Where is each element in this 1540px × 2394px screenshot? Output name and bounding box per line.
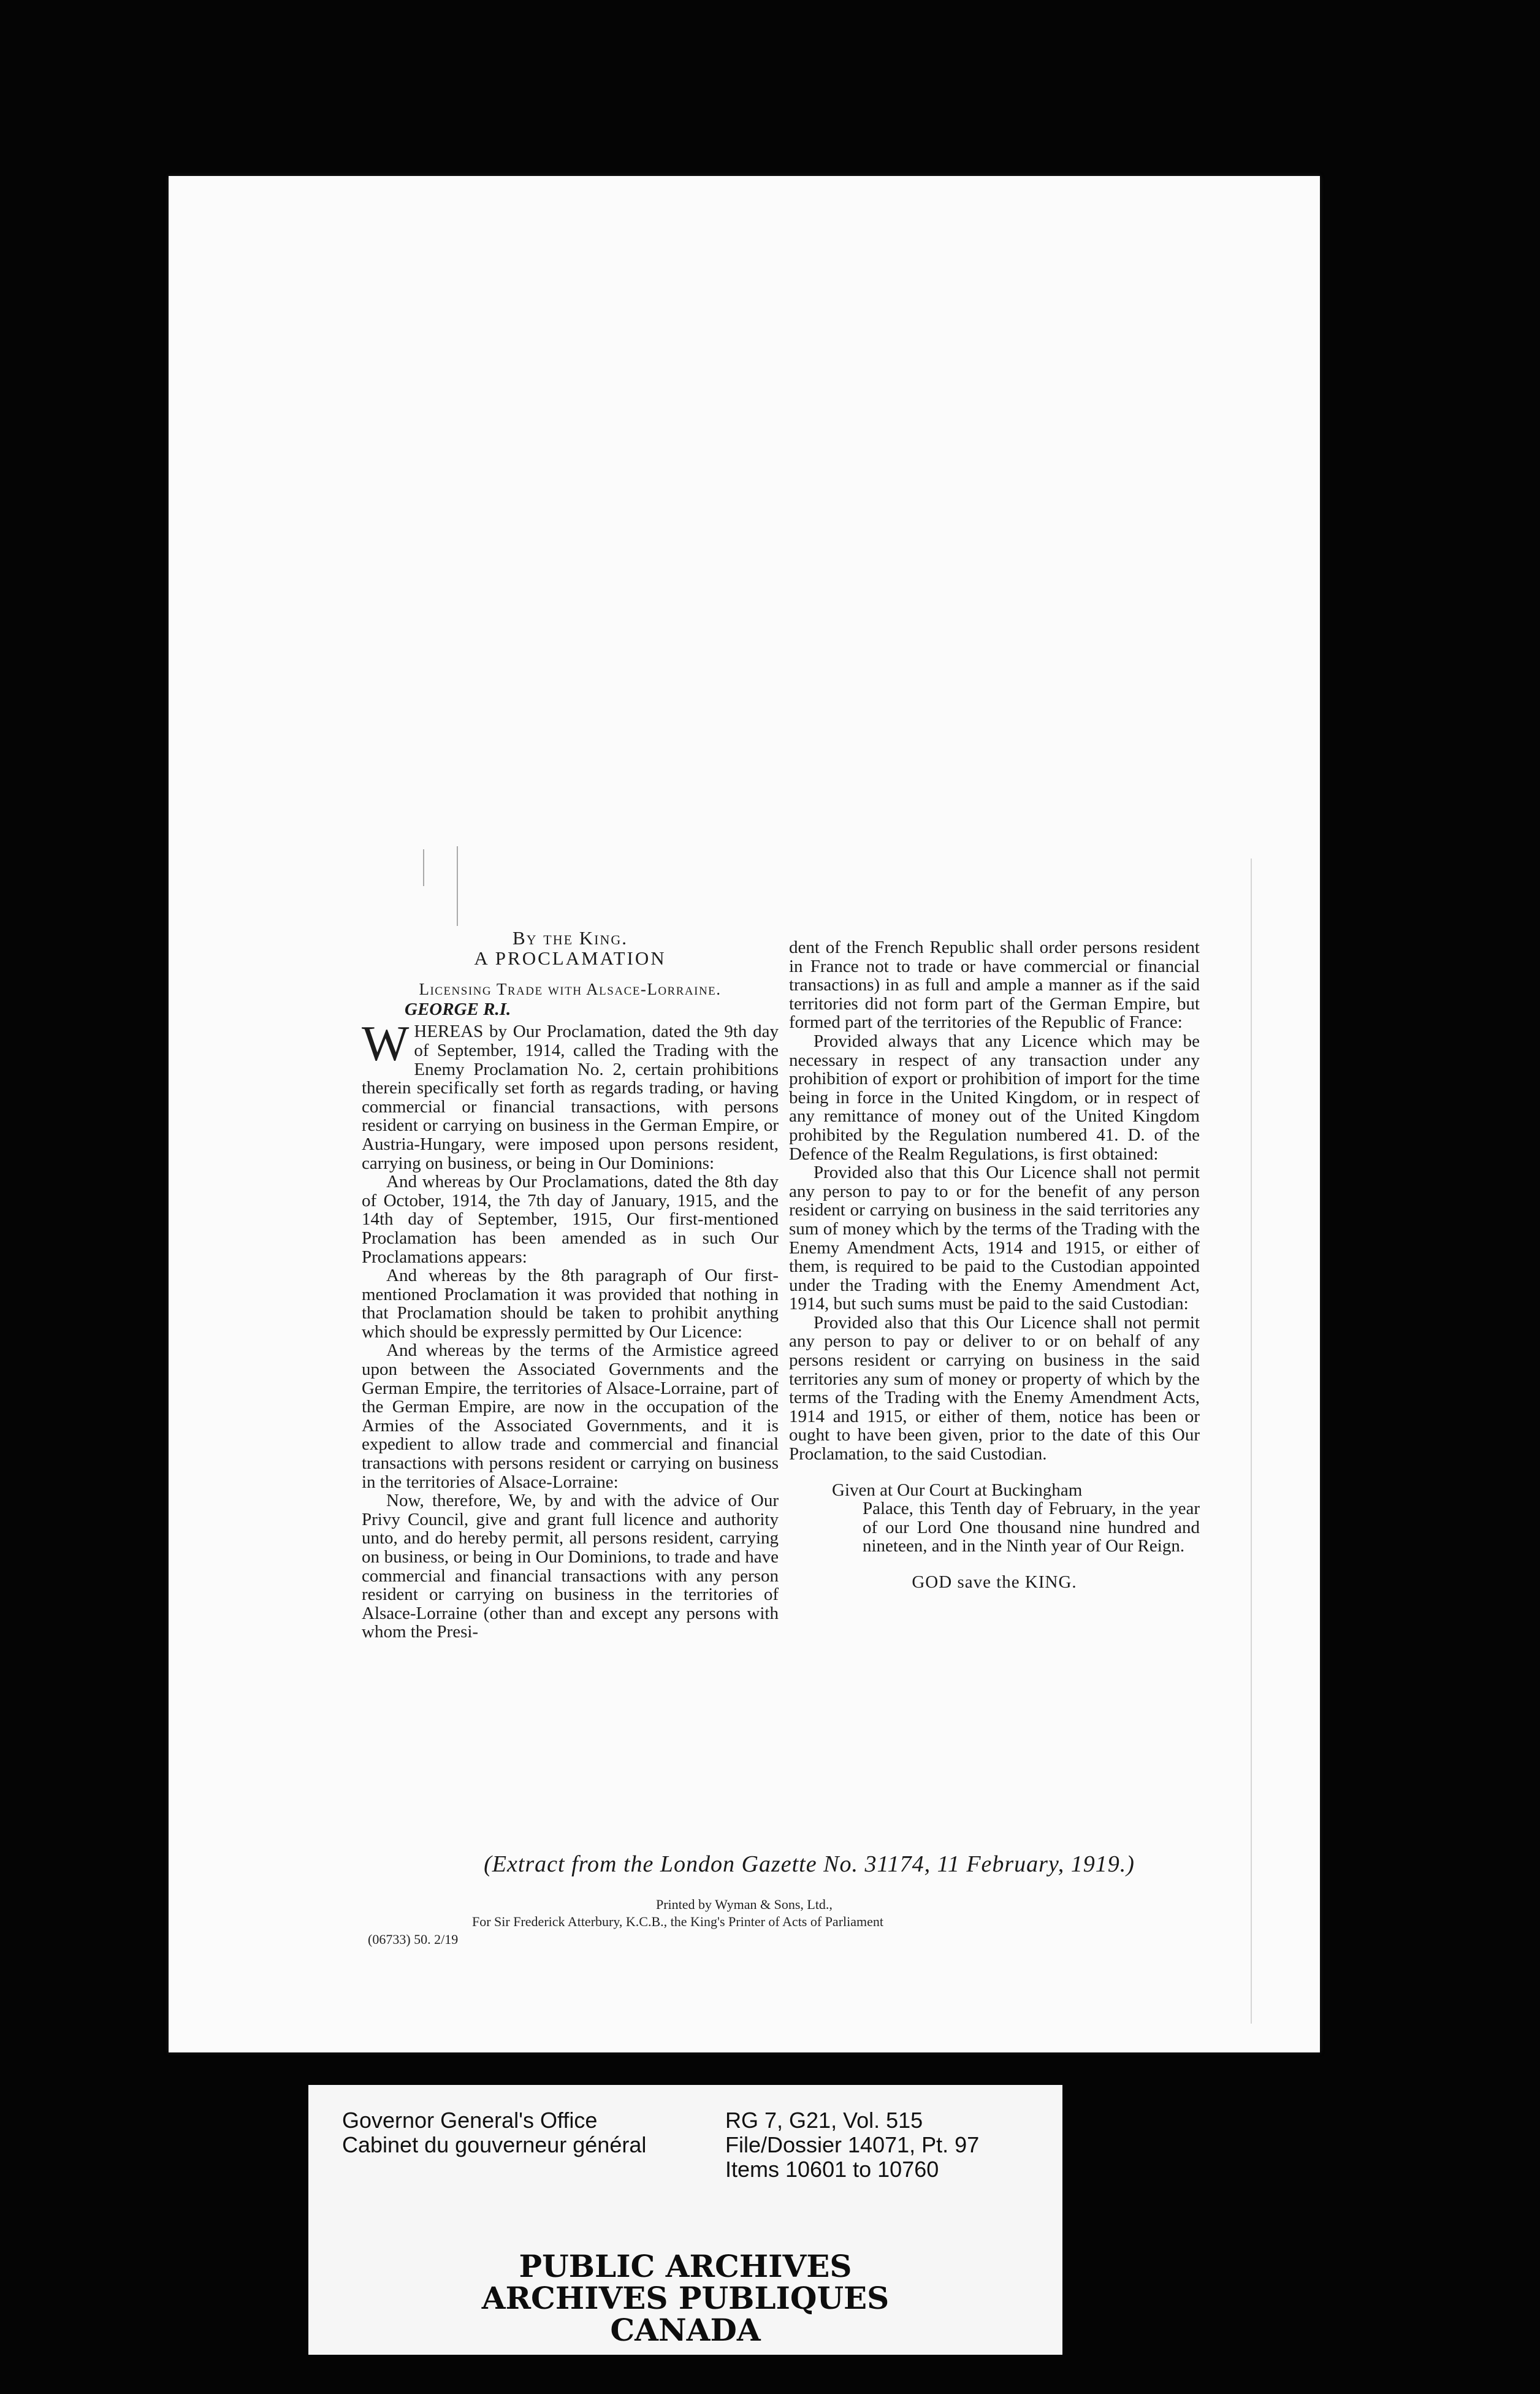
drop-cap: W: [362, 1015, 410, 1072]
given-line-1: Given at Our Court at Buckingham: [832, 1480, 1083, 1500]
proclamation-left-column: [362, 929, 779, 1642]
royal-signature: GEORGE R.I.: [405, 999, 511, 1019]
ref-line-1: RG 7, G21, Vol. 515: [725, 2108, 923, 2133]
god-save-the-king: GOD save the KING.: [912, 1572, 1077, 1592]
proclamation-title: A PROCLAMATION: [474, 947, 666, 969]
paragraph-whereas-2: And whereas by Our Proclamations, dated the 8th day of October, 1914, the 7th day of January, 1915, and the 14th day of September, 1915, Our first-mentioned Proclamation has been amended as in such Our Proclamations appears:: [362, 1172, 779, 1267]
office-en: Governor General's Office: [342, 2108, 598, 2133]
printer-line-2: For Sir Frederick Atterbury, K.C.B., the King's Printer of Acts of Parliament: [472, 1914, 883, 1929]
printer-imprint: [472, 1896, 1116, 1930]
stamp-line-1: PUBLIC ARCHIVES: [519, 2248, 852, 2284]
archives-stamp: [308, 2248, 1062, 2348]
ref-line-2: File/Dossier 14071, Pt. 97: [725, 2132, 980, 2157]
paragraph-proviso-1: Provided always that any Licence which may be necessary in respect of any transaction under any prohibition of export or prohibition of import for the time being in force in the United Kingdom, or in respect of any remittance of money out of the United Kingdom prohibited by the Regulation numbered 41. D. of the Defence of the Realm Regulations, is first obtained:: [789, 1031, 1200, 1164]
paragraph-now-therefore: Now, therefore, We, by and with the advice of Our Privy Council, give and grant full licence and authority unto, and do hereby permit, all persons resident, carrying on business, or being in Our Dominions, to trade and have commercial and financial transactions with any person resident or carrying on business in the territories of Alsace-Lorraine (other than and except any persons with whom the Presi-: [362, 1491, 779, 1642]
gazette-extract-note: (Extract from the London Gazette No. 31174, 11 February, 1919.): [484, 1851, 1135, 1877]
paragraph-whereas-1: [362, 1015, 779, 1173]
office-names: [342, 2108, 646, 2157]
paragraph-proviso-2: Provided also that this Our Licence shall not permit any person to pay to or for the benefit of any person resident or carrying on business in the said territories any sum of money which by the terms of the Trading with the Enemy Amendment Acts, 1914 and 1915, or either of them, is required to be paid to the Custodian appointed under the Trading with the Enemy Amendment Act, 1914, but such sums must be paid to the said Custodian:: [789, 1163, 1200, 1314]
proclamation-subtitle: Licensing Trade with Alsace-Lorraine.: [419, 980, 722, 999]
proclamation-right-column: [789, 938, 1200, 1592]
paragraph-text: HEREAS by Our Proclamation, dated the 9th day of September, 1914, called the Trading with the Enemy Proclamation No. 2, certain prohibitions therein specifically set forth as regards trading, or having commercial or financial transactions, with persons resident or carrying on business in the German Empire, or Austria-Hungary, were imposed upon persons resident, carrying on business, or being in Our Dominions:: [362, 1022, 779, 1173]
margin-mark: [423, 849, 424, 886]
margin-mark: [457, 846, 458, 926]
by-the-king-heading: By the King.: [512, 927, 628, 949]
paragraph-whereas-3: And whereas by the 8th paragraph of Our first-mentioned Proclamation it was provided that nothing in that Proclamation should be taken to prohibit anything which should be expressly permitted by Our Licence:: [362, 1266, 779, 1342]
margin-mark: [1251, 859, 1252, 2024]
archive-label: [308, 2085, 1062, 2355]
print-code: (06733) 50. 2/19: [368, 1932, 459, 1947]
stamp-line-2: ARCHIVES PUBLIQUES: [481, 2280, 890, 2316]
ref-line-3: Items 10601 to 10760: [725, 2157, 939, 2182]
paragraph-continued: dent of the French Republic shall order persons resident in France not to trade or have commercial or financial transactions) in as full and ample a manner as if the said territories did not form part of the German Empire, but formed part of the territories of the Republic of France:: [789, 938, 1200, 1033]
printer-line-1: Printed by Wyman & Sons, Ltd.,: [656, 1897, 833, 1912]
office-fr: Cabinet du gouverneur général: [342, 2132, 647, 2157]
paragraph-whereas-4: And whereas by the terms of the Armistice agreed upon between the Associated Governments and the German Empire, the territories of Alsace-Lorraine, part of the German Empire, are now in the occupation of the Armies of the Associated Governments, and it is expedient to allow trade and commercial and financial transactions with persons resident or carrying on business in the territories of Alsace-Lorraine:: [362, 1340, 779, 1492]
given-line-rest: Palace, this Tenth day of February, in the year of our Lord One thousand nine hundred and nineteen, and in the Ninth year of Our Reign.: [863, 1499, 1200, 1556]
archive-reference: [725, 2108, 979, 2182]
given-at-court: [789, 1481, 1200, 1556]
stamp-line-3: CANADA: [610, 2312, 761, 2348]
paragraph-proviso-3: Provided also that this Our Licence shall not permit any person to pay or deliver to or on behalf of any persons resident or carrying on business in the said territories any sum of money or property of which by the terms of the Trading with the Enemy Amendment Acts, 1914 and 1915, or either of them, notice has been or ought to have been given, prior to the date of this Our Proclamation, to the said Custodian.: [789, 1312, 1200, 1464]
